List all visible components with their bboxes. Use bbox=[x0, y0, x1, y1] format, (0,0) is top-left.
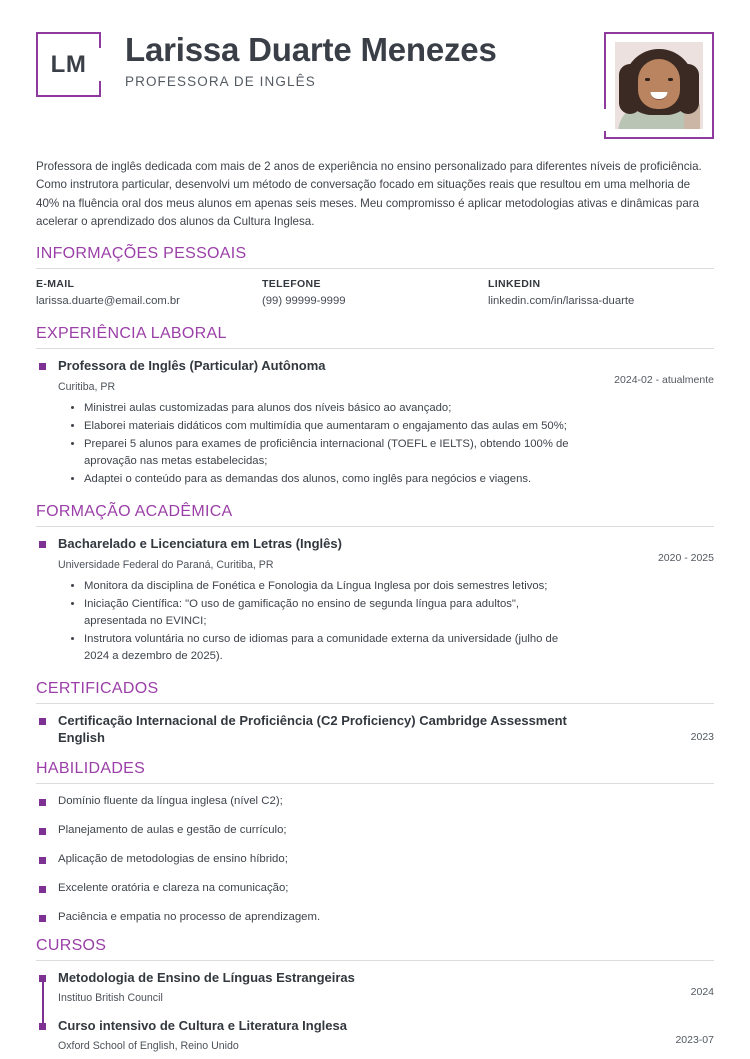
list-item: • Monitora da disciplina de Fonética e Fonologia da Língua Inglesa por dois semestres letivos; bbox=[84, 578, 584, 595]
list-item: • Elaborei materiais didáticos com multimídia que aumentaram o engajamento das aulas em 50%; bbox=[84, 418, 584, 435]
skill-label: Paciência e empatia no processo de aprendizagem. bbox=[58, 910, 321, 923]
name-block bbox=[101, 30, 604, 89]
course-date: 2023-07 bbox=[675, 1034, 714, 1047]
section-divider bbox=[36, 703, 714, 704]
list-item: • Ministrei aulas customizadas para alunos dos níveis básico ao avançado; bbox=[84, 400, 584, 417]
section-title-personal-info: INFORMAÇÕES PESSOAIS bbox=[36, 245, 247, 263]
photo-eye-left bbox=[645, 78, 650, 81]
list-item: • Iniciação Científica: "O uso de gamificação no ensino de segunda língua para adultos", apresentada no EVINCI; bbox=[84, 596, 584, 630]
monogram-initials: LM bbox=[50, 50, 87, 78]
course-date: 2024 bbox=[690, 985, 714, 998]
course-entry-main bbox=[58, 1018, 584, 1052]
skill-label: Planejamento de aulas e gestão de currículo; bbox=[58, 823, 287, 836]
education-dates: 2020 - 2025 bbox=[657, 552, 714, 565]
certificate-date: 2023 bbox=[690, 731, 714, 744]
course-institution: Oxford School of English, Reino Unido bbox=[58, 1040, 239, 1053]
section-personal-info bbox=[36, 245, 714, 311]
square-bullet-icon bbox=[39, 915, 46, 922]
experience-location: Curitiba, PR bbox=[58, 380, 116, 393]
section-title-courses: CURSOS bbox=[36, 936, 107, 954]
list-item: • Adaptei o conteúdo para as demandas dos alunos, como inglês para negócios e viagens. bbox=[84, 471, 584, 488]
education-bullets bbox=[58, 578, 584, 666]
square-bullet-icon bbox=[39, 886, 46, 893]
square-bullet-icon bbox=[39, 799, 46, 806]
section-divider bbox=[36, 526, 714, 527]
section-title-skills: HABILIDADES bbox=[36, 759, 146, 777]
skill-item bbox=[36, 824, 714, 836]
square-bullet-icon bbox=[39, 828, 46, 835]
square-bullet-icon bbox=[39, 857, 46, 864]
section-education bbox=[36, 503, 714, 666]
timeline-marker-icon bbox=[39, 363, 46, 370]
contact-label: TELEFONE bbox=[262, 278, 321, 291]
section-experience bbox=[36, 325, 714, 489]
photo-frame-gap bbox=[603, 109, 608, 131]
course-entry bbox=[36, 970, 714, 1004]
experience-bullets bbox=[58, 400, 584, 489]
certificate-title: Certificação Internacional de Proficiência (C2 Proficiency) Cambridge Assessment English bbox=[58, 713, 567, 745]
section-title-experience: EXPERIÊNCIA LABORAL bbox=[36, 325, 227, 343]
certificate-entries bbox=[36, 713, 714, 746]
section-skills bbox=[36, 760, 714, 923]
experience-entry bbox=[36, 358, 714, 489]
course-title: Metodologia de Ensino de Línguas Estrangeiras bbox=[58, 969, 355, 985]
education-degree: Bacharelado e Licenciatura em Letras (Inglês) bbox=[58, 536, 342, 552]
candidate-name: Larissa Duarte Menezes bbox=[125, 31, 497, 68]
timeline-marker-icon bbox=[39, 541, 46, 548]
section-divider bbox=[36, 348, 714, 349]
section-title-certificates: CERTIFICADOS bbox=[36, 680, 159, 698]
photo-eye-right bbox=[668, 78, 673, 81]
contact-email bbox=[36, 278, 262, 307]
resume-header bbox=[36, 0, 714, 120]
experience-job-title: Professora de Inglês (Particular) Autônoma bbox=[58, 358, 326, 374]
education-institution: Universidade Federal do Paraná, Curitiba, PR bbox=[58, 558, 274, 571]
contact-label: LINKEDIN bbox=[488, 278, 541, 291]
course-title: Curso intensivo de Cultura e Literatura Inglesa bbox=[58, 1018, 347, 1034]
contact-value-phone[interactable]: (99) 99999-9999 bbox=[262, 295, 346, 308]
certificate-entry bbox=[36, 713, 714, 746]
skills-list bbox=[36, 793, 714, 923]
skill-item bbox=[36, 853, 714, 865]
skill-item bbox=[36, 795, 714, 807]
experience-dates: 2024-02 - atualmente bbox=[614, 374, 714, 387]
skill-label: Domínio fluente da língua inglesa (nível C2); bbox=[58, 794, 283, 807]
timeline-marker-icon bbox=[39, 718, 46, 725]
skill-label: Excelente oratória e clareza na comunicação; bbox=[58, 881, 289, 894]
profile-photo-frame bbox=[604, 32, 714, 139]
list-item: • Instrutora voluntária no curso de idiomas para a comunidade externa da universidade (julho de 2024 a dezembro de 2025). bbox=[84, 631, 584, 665]
course-institution: Instituo British Council bbox=[58, 992, 163, 1005]
skill-item bbox=[36, 911, 714, 923]
contact-label: E-MAIL bbox=[36, 278, 75, 291]
course-entries bbox=[36, 970, 714, 1053]
section-title-education: FORMAÇÃO ACADÊMICA bbox=[36, 503, 233, 521]
experience-entry-main bbox=[58, 358, 584, 489]
course-entry bbox=[36, 1018, 714, 1052]
professional-summary: Professora de inglês dedicada com mais de 2 anos de experiência no ensino personalizado para diferentes níveis de proficiência. Como instrutora particular, desenvolvi um método de conversação focado em situações reais que resultou em uma melhoria de 40% na fluência oral dos meus alunos em apenas seis meses. Meu compromisso é aplicar metodologias ativas e dinâmicas para acelerar o aprendizado dos alunos da Cultura Inglesa. bbox=[36, 160, 702, 228]
certificate-entry-main bbox=[58, 713, 584, 746]
skill-item bbox=[36, 882, 714, 894]
experience-entries bbox=[36, 358, 714, 489]
contact-linkedin bbox=[488, 278, 714, 307]
contact-value-email[interactable]: larissa.duarte@email.com.br bbox=[36, 295, 180, 308]
candidate-job-title: PROFESSORA DE INGLÊS bbox=[125, 73, 316, 89]
section-courses bbox=[36, 937, 714, 1053]
contact-value-linkedin[interactable]: linkedin.com/in/larissa-duarte bbox=[488, 295, 635, 308]
photo-face bbox=[638, 59, 680, 109]
education-entry-main bbox=[58, 536, 584, 666]
section-divider bbox=[36, 960, 714, 961]
list-item: • Preparei 5 alunos para exames de proficiência internacional (TOEFL e IELTS), obtendo 100% de aprovação nas metas estabelecidas; bbox=[84, 436, 584, 470]
education-entries bbox=[36, 536, 714, 666]
skill-label: Aplicação de metodologias de ensino híbrido; bbox=[58, 852, 288, 865]
contact-phone bbox=[262, 278, 488, 307]
course-entry-main bbox=[58, 970, 584, 1004]
timeline-marker-icon bbox=[39, 1023, 46, 1030]
education-entry bbox=[36, 536, 714, 666]
monogram-logo bbox=[36, 32, 101, 97]
timeline-marker-icon bbox=[39, 975, 46, 982]
contact-grid bbox=[36, 278, 714, 311]
section-certificates bbox=[36, 680, 714, 746]
section-divider bbox=[36, 783, 714, 784]
section-divider bbox=[36, 268, 714, 269]
profile-photo bbox=[615, 42, 703, 129]
